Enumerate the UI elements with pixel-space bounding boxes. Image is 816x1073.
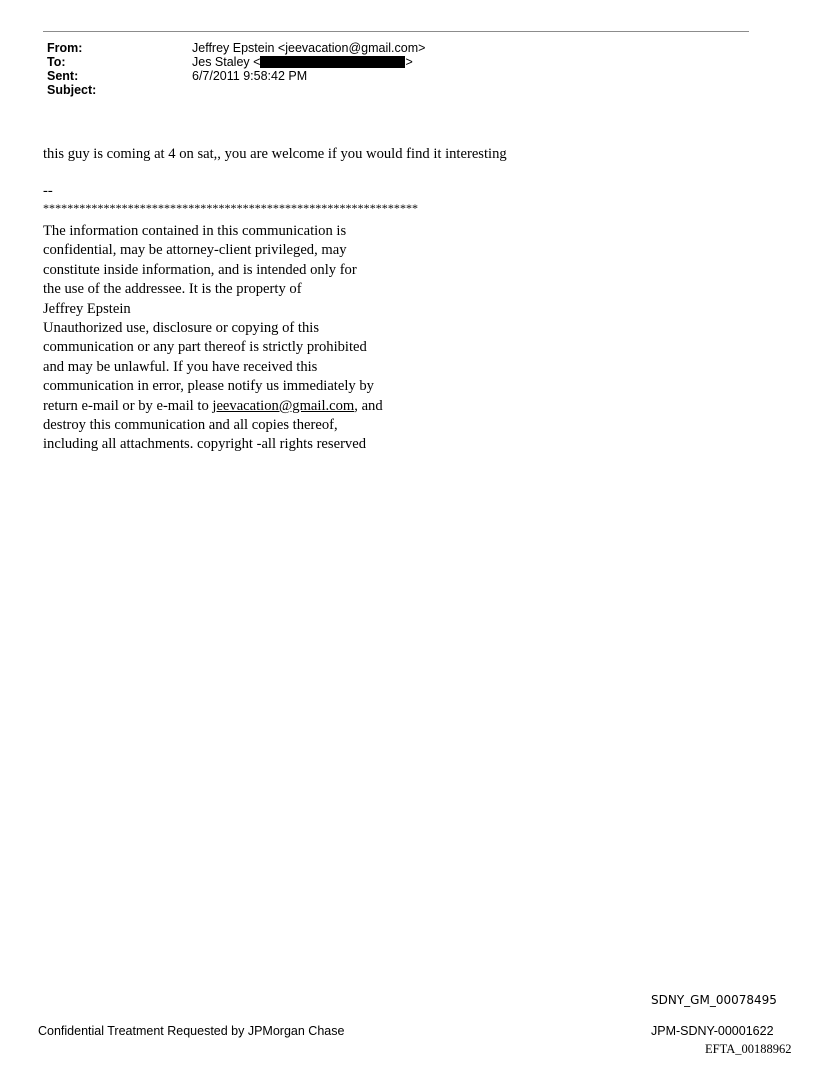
from-label: From: [47,41,83,55]
disclaimer-line: and may be unlawful. If you have received this [43,358,318,375]
header-divider [43,31,749,32]
disclaimer-line: constitute inside information, and is intended only for [43,261,357,278]
disclaimer-line: communication in error, please notify us immediately by [43,378,374,395]
sent-row [47,69,425,83]
disclaimer-line: confidential, may be attorney-client privileged, may [43,242,347,259]
bates-number-efta: EFTA_00188962 [705,1042,792,1056]
email-header [47,41,425,97]
bates-number-jpm: JPM-SDNY-00001622 [651,1024,774,1038]
disclaimer-line: destroy this communication and all copies thereof, [43,417,338,434]
sent-label: Sent: [47,69,79,83]
from-row [47,41,425,55]
disclaimer-line: The information contained in this communication is [43,223,347,239]
signature-dash: -- [43,183,53,199]
email-link[interactable]: jeevacation@gmail.com [212,397,355,414]
sent-value: 6/7/2011 9:58:42 PM [192,69,308,83]
disclaimer-line: the use of the addressee. It is the property of [43,281,302,298]
to-row [47,55,425,69]
from-value: Jeffrey Epstein <jeevacation@gmail.com> [192,41,426,55]
disclaimer-line: Jeffrey Epstein [43,300,131,317]
signature-stars: ************************************************************** [43,201,419,215]
disclaimer-line: communication or any part thereof is strictly prohibited [43,339,367,356]
confidentiality-disclaimer [43,222,383,455]
return-prefix: return e-mail or by e-mail to [43,397,213,414]
to-suffix: > [405,55,413,69]
return-suffix: , and [354,397,383,414]
to-value [192,55,413,69]
subject-row [47,83,425,97]
disclaimer-line [43,397,383,416]
message-body: this guy is coming at 4 on sat,, you are welcome if you would find it interesting [43,146,507,162]
bates-number-sdny: SDNY_GM_00078495 [651,993,777,1007]
disclaimer-line: including all attachments. copyright -all rights reserved [43,436,366,453]
to-label: To: [47,55,66,69]
to-prefix: Jes Staley < [192,55,261,69]
subject-label: Subject: [47,83,97,97]
confidential-treatment-note: Confidential Treatment Requested by JPMorgan Chase [38,1024,345,1038]
redaction-box [260,56,405,68]
disclaimer-line: Unauthorized use, disclosure or copying of this [43,320,320,337]
